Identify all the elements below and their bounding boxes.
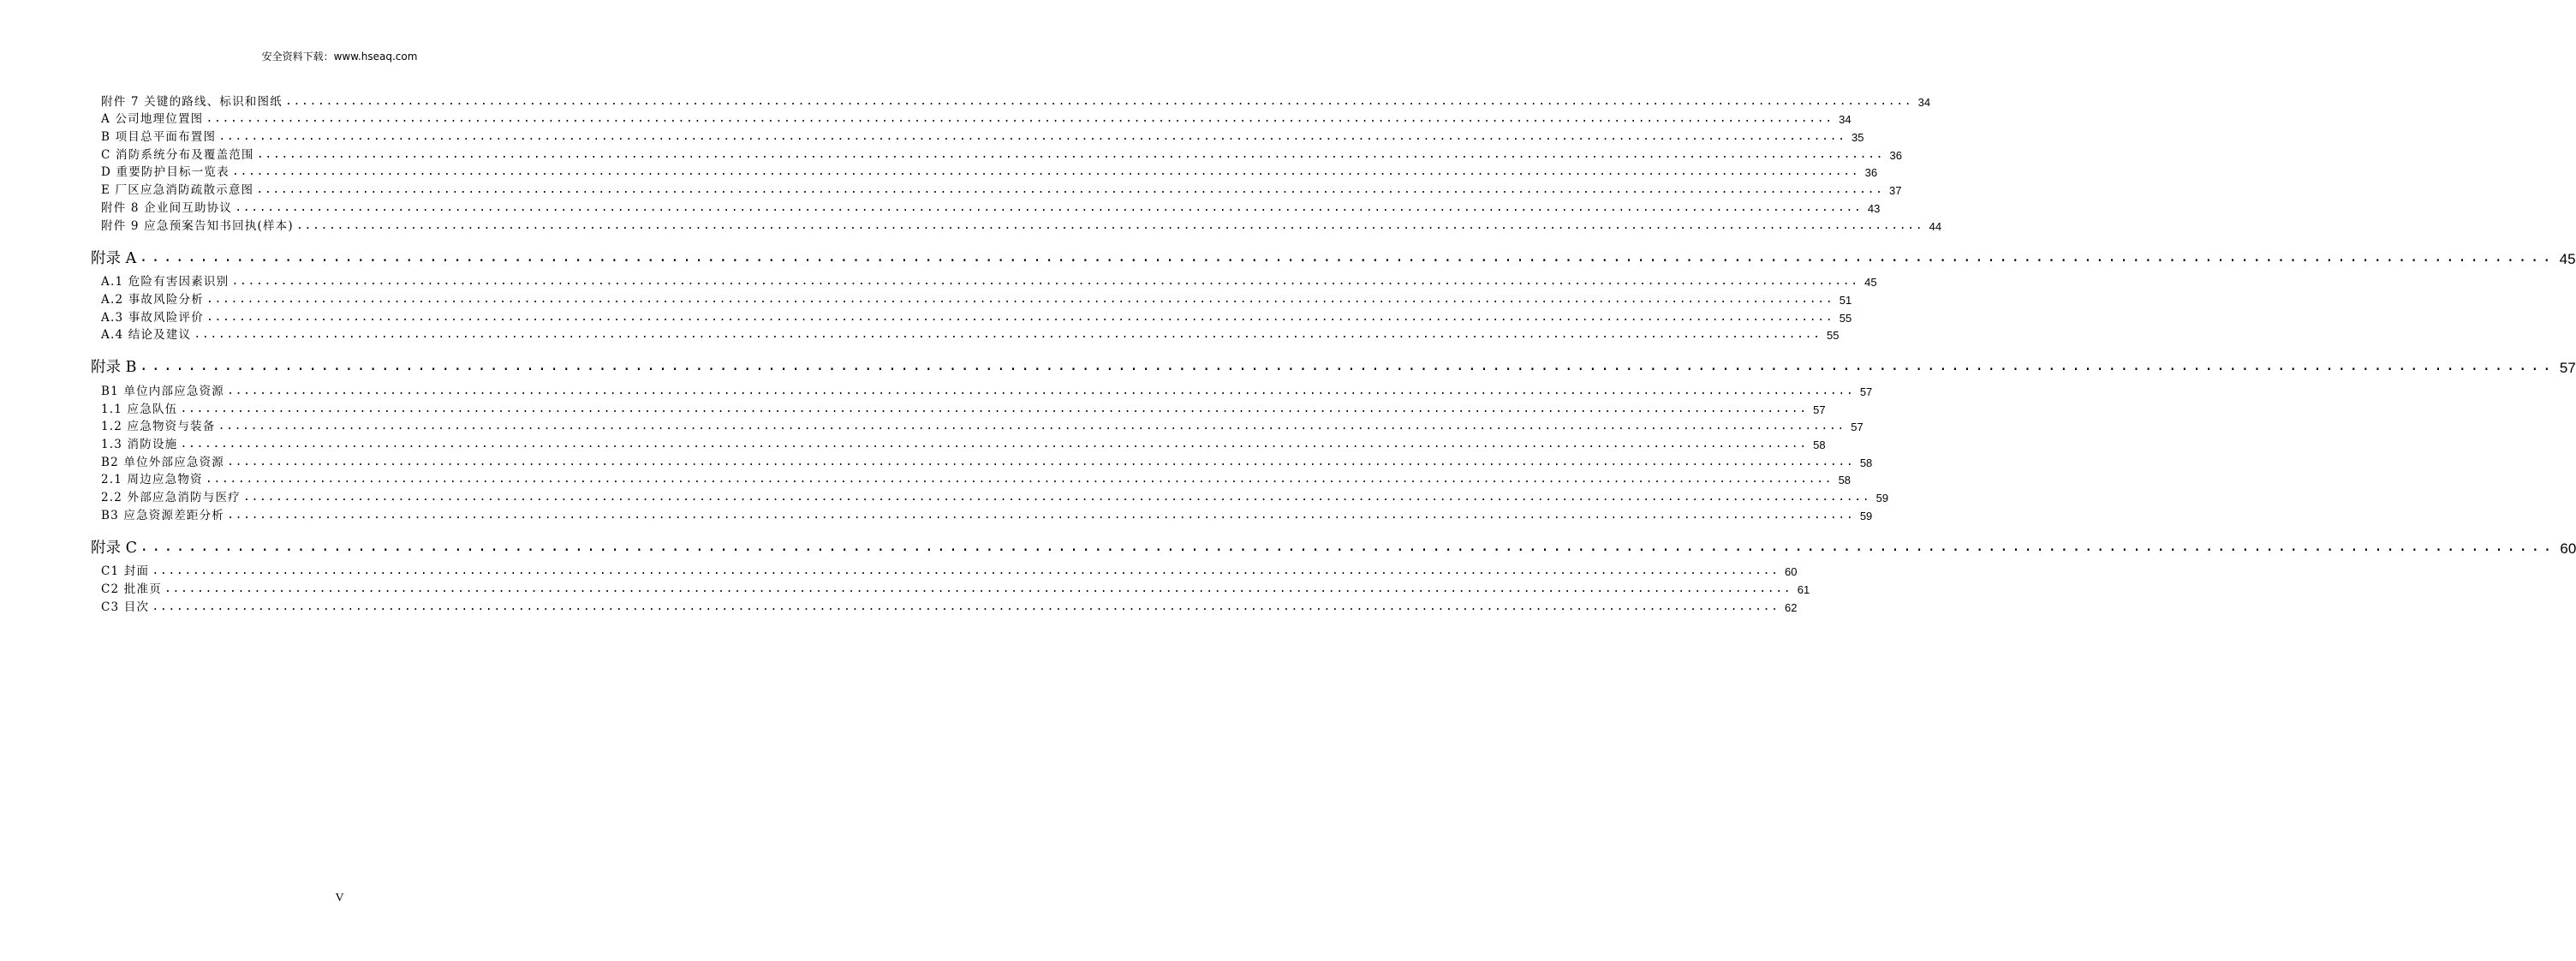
toc-section-entry[interactable] bbox=[91, 233, 2576, 268]
toc-entry[interactable] bbox=[91, 451, 1873, 469]
toc-entry[interactable] bbox=[91, 272, 1877, 289]
toc-entry-page-number: 59 bbox=[1875, 492, 1889, 505]
toc-entry-label: 1.3 消防设施 bbox=[101, 438, 178, 451]
toc-entry[interactable] bbox=[91, 289, 1852, 307]
toc-entry-page-number: 44 bbox=[1929, 219, 1942, 233]
toc-entry[interactable] bbox=[91, 398, 1826, 416]
toc-entry-label: 1.2 应急物资与装备 bbox=[101, 420, 216, 434]
toc-leader-dots: ........................................................................................................................................................................................................ bbox=[139, 538, 2555, 556]
toc-entry-page-number: 59 bbox=[1859, 509, 1873, 522]
toc-entry-label: 附件 8 企业间互助协议 bbox=[101, 200, 233, 215]
toc-entry[interactable] bbox=[91, 144, 1902, 162]
toc-entry-label: B3 应急资源差距分析 bbox=[101, 508, 225, 522]
toc-entry-label: 附录 B bbox=[91, 359, 137, 377]
toc-entry[interactable] bbox=[91, 380, 1873, 398]
toc-leader-dots: ........................................................................................................................................................................................................ bbox=[242, 492, 1871, 505]
toc-entry-label: C1 封面 bbox=[101, 564, 150, 579]
toc-entry-page-number: 60 bbox=[2560, 540, 2576, 557]
toc-entry-label: A 公司地理位置图 bbox=[101, 112, 204, 127]
toc-entry-label: D 重要防护目标一览表 bbox=[101, 165, 230, 180]
toc-entry-label: B 项目总平面布置图 bbox=[101, 130, 217, 145]
toc-entry-page-number: 51 bbox=[1839, 293, 1852, 307]
toc-entry-page-number: 58 bbox=[1813, 439, 1826, 451]
toc-leader-dots: ........................................................................................................................................................................................................ bbox=[227, 385, 1855, 398]
toc-entry[interactable] bbox=[91, 561, 1798, 579]
toc-entry-page-number: 61 bbox=[1797, 583, 1810, 597]
toc-leader-dots: ........................................................................................................................................................................................................ bbox=[206, 311, 1834, 325]
toc-leader-dots: ........................................................................................................................................................................................................ bbox=[295, 219, 1924, 233]
toc-entry-label: 附件 9 应急预案告知书回执(样本) bbox=[101, 218, 294, 233]
toc-entry-label: C2 批准页 bbox=[101, 582, 162, 597]
toc-entry-page-number: 37 bbox=[1889, 184, 1902, 198]
toc-entry-page-number: 62 bbox=[1785, 600, 1798, 614]
toc-entry-page-number: 34 bbox=[1839, 113, 1852, 127]
toc-entry[interactable] bbox=[91, 215, 1942, 233]
toc-leader-dots: ........................................................................................................................................................................................................ bbox=[152, 565, 1780, 579]
page-header: 安全资料下载：www.hseaq.com bbox=[261, 51, 418, 63]
toc-entry-page-number: 57 bbox=[1851, 421, 1863, 434]
toc-leader-dots: ........................................................................................................................................................................................................ bbox=[205, 474, 1834, 487]
toc-leader-dots: ........................................................................................................................................................................................................ bbox=[256, 148, 1884, 162]
toc-entry-page-number: 60 bbox=[1785, 565, 1798, 579]
toc-entry-label: 附录 C bbox=[91, 539, 137, 557]
toc-entry-label: A.2 事故风险分析 bbox=[101, 292, 204, 307]
toc-entry-label: A.3 事故风险评价 bbox=[101, 310, 204, 325]
toc-entry[interactable] bbox=[91, 469, 1852, 487]
toc-entry[interactable] bbox=[91, 162, 1878, 180]
toc-leader-dots: ........................................................................................................................................................................................................ bbox=[139, 248, 2555, 266]
toc-entry-label: 附录 A bbox=[91, 249, 137, 267]
toc-entry-label: E 厂区应急消防疏散示意图 bbox=[101, 183, 254, 198]
toc-entry-label: C3 目次 bbox=[101, 600, 150, 614]
toc-leader-dots: ........................................................................................................................................................................................................ bbox=[235, 201, 1863, 215]
toc-leader-dots: ........................................................................................................................................................................................................ bbox=[256, 184, 1884, 198]
toc-entry-page-number: 57 bbox=[1813, 403, 1826, 416]
toc-entry-label: 2.1 周边应急物资 bbox=[101, 473, 203, 487]
toc-entry[interactable] bbox=[91, 109, 1852, 127]
toc-entry[interactable] bbox=[91, 307, 1852, 325]
toc-leader-dots: ........................................................................................................................................................................................................ bbox=[206, 293, 1834, 307]
toc-entry-page-number: 57 bbox=[1859, 385, 1873, 398]
toc-entry-page-number: 58 bbox=[1859, 456, 1873, 469]
toc-entry[interactable] bbox=[91, 197, 1881, 215]
toc-entry[interactable] bbox=[91, 91, 1931, 109]
toc-entry[interactable] bbox=[91, 179, 1902, 198]
toc-entry-label: C 消防系统分布及覆盖范围 bbox=[101, 147, 254, 162]
toc-leader-dots: ........................................................................................................................................................................................................ bbox=[227, 456, 1855, 469]
toc-entry[interactable] bbox=[91, 126, 1864, 145]
toc-entry[interactable] bbox=[91, 596, 1798, 614]
toc-leader-dots: ........................................................................................................................................................................................................ bbox=[206, 113, 1834, 127]
toc-entry-label: 2.2 外部应急消防与医疗 bbox=[101, 491, 241, 505]
toc-leader-dots: ........................................................................................................................................................................................................ bbox=[218, 131, 1846, 145]
table-of-contents bbox=[91, 91, 2576, 614]
toc-entry-label: A.4 结论及建议 bbox=[101, 328, 192, 343]
toc-leader-dots: ........................................................................................................................................................................................................ bbox=[139, 358, 2555, 376]
toc-entry-label: 1.1 应急队伍 bbox=[101, 402, 178, 416]
toc-entry[interactable] bbox=[91, 486, 1889, 505]
toc-entry-page-number: 43 bbox=[1867, 201, 1881, 215]
toc-entry-page-number: 36 bbox=[1889, 148, 1902, 162]
toc-entry[interactable] bbox=[91, 433, 1826, 451]
toc-entry-page-number: 36 bbox=[1864, 166, 1878, 180]
toc-section-entry[interactable] bbox=[91, 522, 2576, 558]
page-number: V bbox=[335, 892, 344, 904]
toc-entry-page-number: 55 bbox=[1839, 311, 1852, 325]
toc-entry-page-number: 45 bbox=[2559, 250, 2576, 267]
toc-entry[interactable] bbox=[91, 504, 1873, 522]
toc-leader-dots: ........................................................................................................................................................................................................ bbox=[164, 583, 1792, 597]
toc-entry-label: B2 单位外部应急资源 bbox=[101, 455, 225, 469]
toc-entry-label: 附件 7 关键的路线、标识和图纸 bbox=[101, 94, 283, 109]
toc-entry-page-number: 55 bbox=[1827, 329, 1840, 343]
toc-leader-dots: ........................................................................................................................................................................................................ bbox=[227, 509, 1855, 522]
toc-entry-page-number: 35 bbox=[1852, 131, 1864, 145]
toc-entry[interactable] bbox=[91, 325, 1840, 343]
toc-entry[interactable] bbox=[91, 578, 1810, 597]
toc-entry-label: B1 单位内部应急资源 bbox=[101, 384, 225, 398]
toc-entry-page-number: 45 bbox=[1864, 276, 1877, 289]
toc-entry-label: A.1 危险有害因素识别 bbox=[101, 275, 230, 289]
toc-leader-dots: ........................................................................................................................................................................................................ bbox=[180, 403, 1808, 416]
toc-leader-dots: ........................................................................................................................................................................................................ bbox=[152, 600, 1780, 614]
toc-entry-page-number: 58 bbox=[1838, 474, 1852, 487]
toc-entry-page-number: 34 bbox=[1917, 95, 1931, 109]
toc-leader-dots: ........................................................................................................................................................................................................ bbox=[180, 439, 1808, 451]
toc-leader-dots: ........................................................................................................................................................................................................ bbox=[218, 421, 1846, 434]
toc-entry-page-number: 57 bbox=[2559, 360, 2576, 377]
toc-entry[interactable] bbox=[91, 416, 1863, 434]
toc-leader-dots: ........................................................................................................................................................................................................ bbox=[231, 166, 1860, 180]
toc-section-entry[interactable] bbox=[91, 342, 2576, 377]
toc-leader-dots: ........................................................................................................................................................................................................ bbox=[194, 329, 1822, 343]
toc-leader-dots: ........................................................................................................................................................................................................ bbox=[231, 276, 1859, 289]
toc-leader-dots: ........................................................................................................................................................................................................ bbox=[284, 95, 1913, 109]
